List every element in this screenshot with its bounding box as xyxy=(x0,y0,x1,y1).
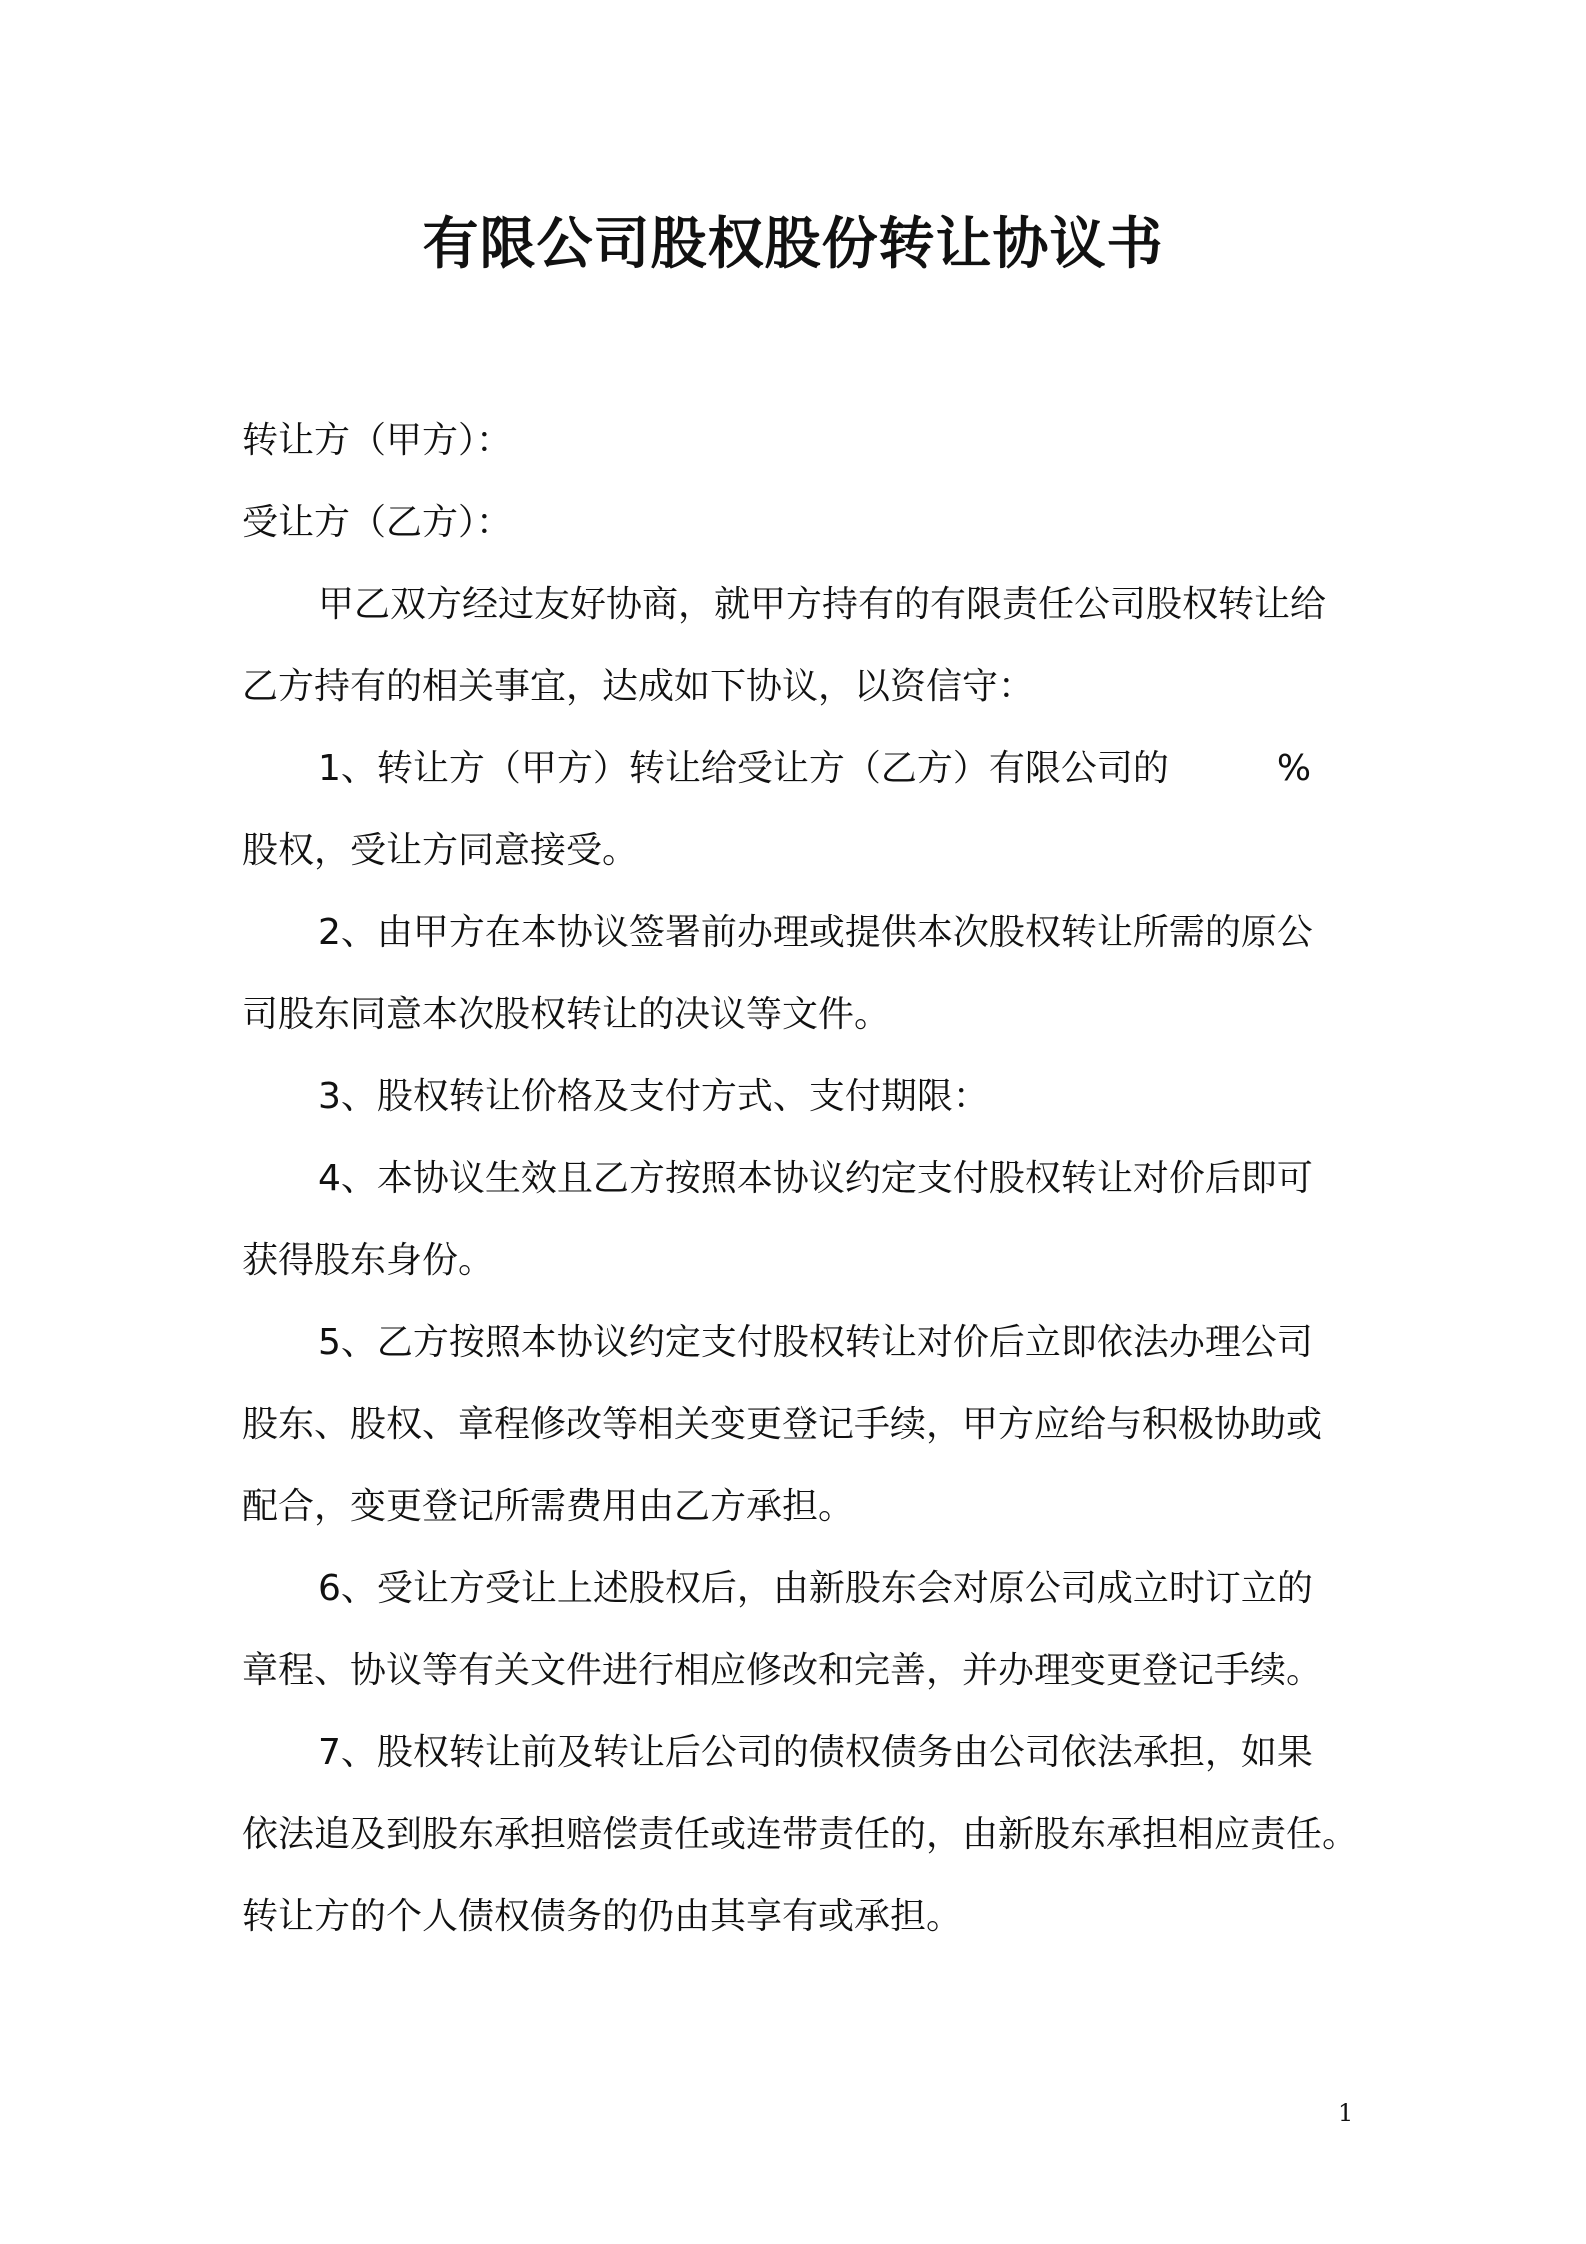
clause-1-text: 1、转让方（甲方）转让给受让方（乙方）有限公司的 xyxy=(318,748,1169,789)
document-title: 有限公司股权股份转让协议书 xyxy=(422,212,1164,277)
clause-6-line-1: 6、受让方受让上述股权后，由新股东会对原公司成立时订立的 xyxy=(318,1568,1313,1609)
preamble-line-1: 甲乙双方经过友好协商，就甲方持有的有限责任公司股权转让给 xyxy=(318,584,1327,625)
clause-5-line-2: 股东、股权、章程修改等相关变更登记手续，甲方应给与积极协助或 xyxy=(242,1404,1323,1445)
clause-7-line-2: 依法追及到股东承担赔偿责任或连带责任的，由新股东承担相应责任。 xyxy=(242,1814,1359,1855)
clause-4-line-2: 获得股东身份。 xyxy=(242,1240,495,1281)
clause-4-line-1: 4、本协议生效且乙方按照本协议约定支付股权转让对价后即可 xyxy=(318,1158,1313,1199)
transferee-line: 受让方（乙方）： xyxy=(242,502,513,543)
page-number: 1 xyxy=(1338,2099,1354,2127)
transferor-line: 转让方（甲方）： xyxy=(242,420,513,461)
clause-3-line-1: 3、股权转让价格及支付方式、支付期限： xyxy=(318,1076,989,1117)
clause-7-line-1: 7、股权转让前及转让后公司的债权债务由公司依法承担，如果 xyxy=(318,1732,1313,1773)
clause-2-line-1: 2、由甲方在本协议签署前办理或提供本次股权转让所需的原公 xyxy=(318,912,1313,953)
clause-1-line-1 xyxy=(242,728,1357,810)
preamble-line-2: 乙方持有的相关事宜，达成如下协议，以资信守： xyxy=(242,666,1035,707)
clause-5-line-3: 配合，变更登记所需费用由乙方承担。 xyxy=(242,1486,855,1527)
document-body xyxy=(242,400,1357,1958)
percent-sign: % xyxy=(1276,748,1312,789)
clause-1-line-2: 股权，受让方同意接受。 xyxy=(242,830,639,871)
clause-6-line-2: 章程、协议等有关文件进行相应修改和完善，并办理变更登记手续。 xyxy=(242,1650,1323,1691)
clause-5-line-1: 5、乙方按照本协议约定支付股权转让对价后立即依法办理公司 xyxy=(318,1322,1313,1363)
clause-2-line-2: 司股东同意本次股权转让的决议等文件。 xyxy=(242,994,891,1035)
clause-7-line-3: 转让方的个人债权债务的仍由其享有或承担。 xyxy=(242,1896,963,1937)
